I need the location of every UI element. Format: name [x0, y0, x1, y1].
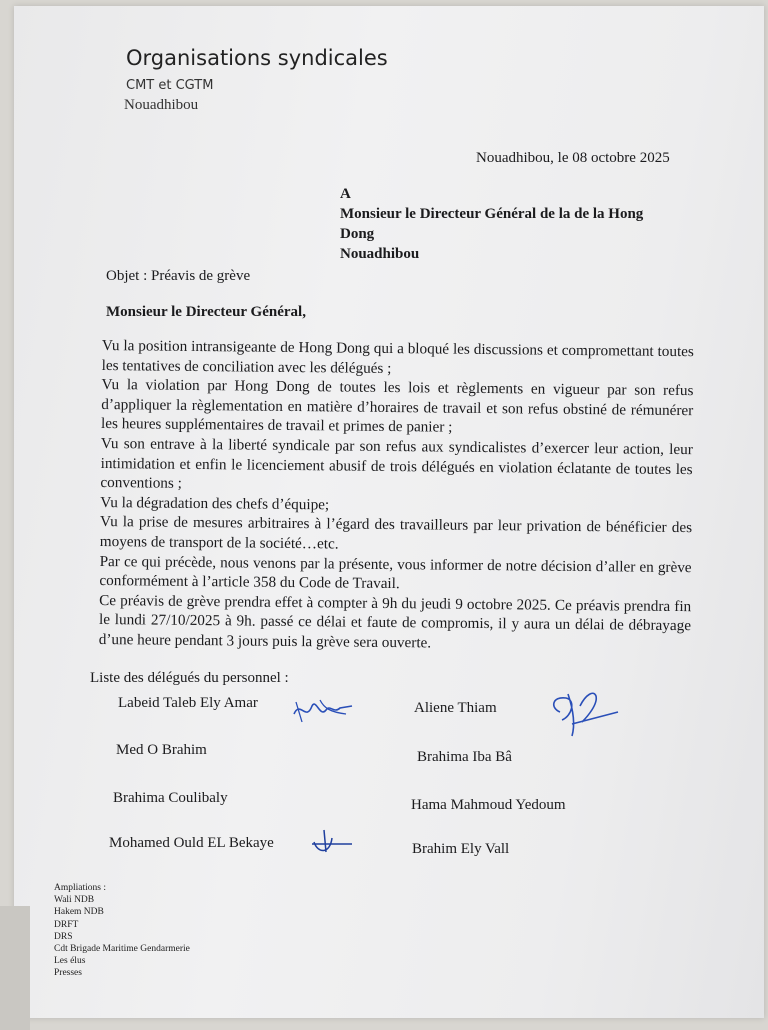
signature-mark	[308, 826, 358, 856]
org-subtitle: CMT et CGTM	[126, 78, 214, 93]
recipient-line: Monsieur le Directeur Général de la de la Hong	[340, 206, 644, 222]
body-paragraph: Par ce qui précède, nous venons par la présente, vous informer de notre décision d’aller en grève conformément à l’article 358 du Code de Travail.	[99, 552, 692, 593]
recipient-line: A	[340, 186, 351, 202]
subject-line: Objet : Préavis de grève	[106, 268, 251, 284]
delegate-name: Hama Mahmoud Yedoum	[411, 797, 566, 813]
delegate-name: Brahima Coulibaly	[113, 790, 228, 806]
ampliation-item: DRFT	[54, 919, 79, 930]
org-title: Organisations syndicales	[126, 46, 388, 70]
delegate-name: Mohamed Ould EL Bekaye	[109, 835, 274, 851]
recipient-line: Nouadhibou	[340, 246, 420, 262]
ampliation-item: DRS	[54, 931, 73, 942]
ampliation-item: Les élus	[54, 956, 86, 967]
letter-page	[14, 6, 764, 1018]
delegate-name: Med O Brahim	[116, 742, 207, 758]
delegate-name: Aliene Thiam	[414, 700, 497, 716]
body-paragraph: Vu la violation par Hong Dong de toutes les lois et règlements en vigueur par son refus d’appliquer la règlementation en matière d’horaires de travail et son refus obstiné de rémunérer les heures supplémentaires de travail et primes de panier ;	[100, 376, 694, 437]
ampliation-item: Wali NDB	[54, 895, 95, 906]
signature-mark	[542, 682, 622, 742]
ampliation-item: Presses	[54, 968, 82, 979]
body-paragraph: Vu la position intransigeante de Hong Dong qui a bloqué les discussions et compromettant toutes les tentatives de conciliation avec les délégués ;	[101, 336, 694, 377]
body-paragraph: Ce préavis de grève prendra effet à compter à 9h du jeudi 9 octobre 2025. Ce préavis prendra fin le lundi 27/10/2025 à 9h. passé ce délai et faute de compromis, il y aura un délai de débrayage d’une heure pendant 3 jours puis la grève sera ouverte.	[98, 591, 692, 652]
salutation: Monsieur le Directeur Général,	[106, 304, 306, 320]
letter-body	[99, 336, 694, 656]
body-paragraph: Vu la prise de mesures arbitraires à l’égard des travailleurs par leur privation de bénéficier des moyens de transport de la société…etc.	[99, 513, 693, 553]
ampliation-item: Hakem NDB	[54, 907, 104, 918]
recipient-block	[340, 184, 700, 264]
delegates-heading: Liste des délégués du personnel :	[90, 670, 289, 686]
body-paragraph: Vu son entrave à la liberté syndicale par son refus aux syndicalistes d’exercer leur action, leur intimidation et enfin le licenciement abusif de trois délégués en violation éclatante de toutes les conventions ;	[100, 434, 693, 493]
ampliations-block	[54, 882, 190, 980]
body-paragraph: Vu la dégradation des chefs d’équipe;	[100, 493, 330, 514]
recipient-line: Dong	[340, 226, 375, 242]
delegate-name: Brahim Ely Vall	[412, 841, 510, 857]
org-city: Nouadhibou	[124, 97, 199, 113]
ampliation-item: Cdt Brigade Maritime Gendarmerie	[54, 944, 190, 955]
ampliations-heading: Ampliations :	[54, 883, 106, 893]
date-line: Nouadhibou, le 08 octobre 2025	[476, 150, 670, 166]
delegate-name: Labeid Taleb Ely Amar	[118, 695, 258, 711]
delegate-name: Brahima Iba Bâ	[417, 749, 512, 765]
signature-mark	[290, 692, 360, 728]
